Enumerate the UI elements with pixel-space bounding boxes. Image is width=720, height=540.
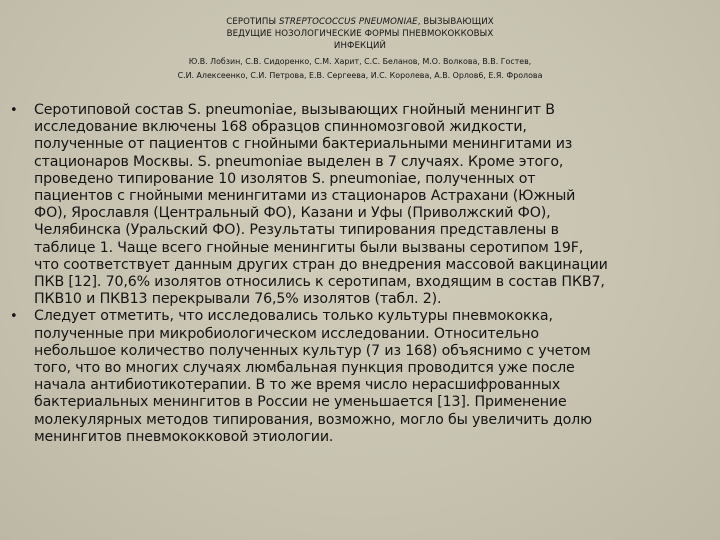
bullet-paragraph: [10, 308, 710, 446]
bullet-list: [10, 102, 710, 446]
bullet-line: полученные при микробиологическом исследовании. Относительно: [34, 325, 539, 342]
bullet-line: проведено типирование 10 изолятов S. pneumoniae, полученных от: [34, 170, 536, 187]
title-species: STREPTOCOCCUS PNEUMONIAE: [278, 17, 418, 27]
title-prefix: СЕРОТИПЫ: [226, 17, 279, 27]
bullet-line: менингитов пневмококковой этиологии.: [34, 428, 334, 445]
bullet-paragraph: [10, 102, 710, 308]
bullet-line: Следует отметить, что исследовались только культуры пневмококка,: [34, 308, 553, 325]
bullet-dot-icon: •: [10, 309, 18, 325]
bullet-line: небольшое количество полученных культур (7 из 168) объяснимо с учетом: [34, 342, 591, 359]
bullet-line: ФО), Ярославля (Центральный ФО), Казани и Уфы (Приволжский ФО),: [34, 205, 551, 222]
bullet-line: исследование включены 168 образцов спинномозговой жидкости,: [34, 119, 527, 136]
bullet-line: начала антибиотикотерапии. В то же время число нерасшифрованных: [34, 377, 561, 394]
authors-line2: С.И. Алексеенко, С.И. Петрова, Е.В. Сергеева, И.С. Королева, А.В. Орлов6, Е.Я. Фролова: [177, 70, 543, 80]
authors: [110, 55, 610, 82]
title-line1-suffix: , ВЫЗЫВАЮЩИХ: [417, 17, 494, 27]
bullet-dot-icon: •: [10, 103, 18, 118]
bullet-line: полученные от пациентов с гнойными бактериальными менингитами из: [34, 136, 573, 153]
bullet-line: бактериальных менингитов в России не уменьшается [13]. Применение: [34, 394, 567, 411]
bullet-line: таблице 1. Чаще всего гнойные менингиты были вызваны серотипом 19F,: [34, 239, 584, 256]
bullet-line: Серотиповой состав S. pneumoniae, вызывающих гнойный менингит В: [34, 102, 555, 118]
authors-line1: Ю.В. Лобзин, С.В. Сидоренко, С.М. Харит, С.С. Беланов, М.О. Волкова, В.В. Гостев,: [188, 57, 532, 66]
bullet-line: молекулярных методов типирования, возможно, могло бы увеличить долю: [34, 411, 592, 428]
bullet-line: ПКВ10 и ПКВ13 перекрывали 76,5% изолятов (табл. 2).: [34, 291, 442, 308]
slide-header: [110, 16, 610, 82]
bullet-line: что соответствует данным других стран до внедрения массовой вакцинации: [34, 256, 608, 273]
bullet-line: того, что во многих случаях люмбальная пункция проводится уже после: [34, 360, 575, 377]
title-line2: ВЕДУЩИЕ НОЗОЛОГИЧЕСКИЕ ФОРМЫ ПНЕВМОКОККОВЫХ: [226, 29, 494, 39]
bullet-line: стационаров Москвы. S. pneumoniae выделен в 7 случаях. Кроме этого,: [34, 153, 564, 170]
title-line3: ИНФЕКЦИЙ: [333, 41, 387, 51]
bullet-line: ПКВ [12]. 70,6% изолятов относились к серотипам, входящим в состав ПКВ7,: [34, 274, 605, 291]
slide-title: [110, 16, 610, 52]
bullet-line: пациентов с гнойными менингитами из стационаров Астрахани (Южный: [34, 188, 576, 205]
bullet-line: Челябинска (Уральский ФО). Результаты типирования представлены в: [34, 222, 559, 239]
